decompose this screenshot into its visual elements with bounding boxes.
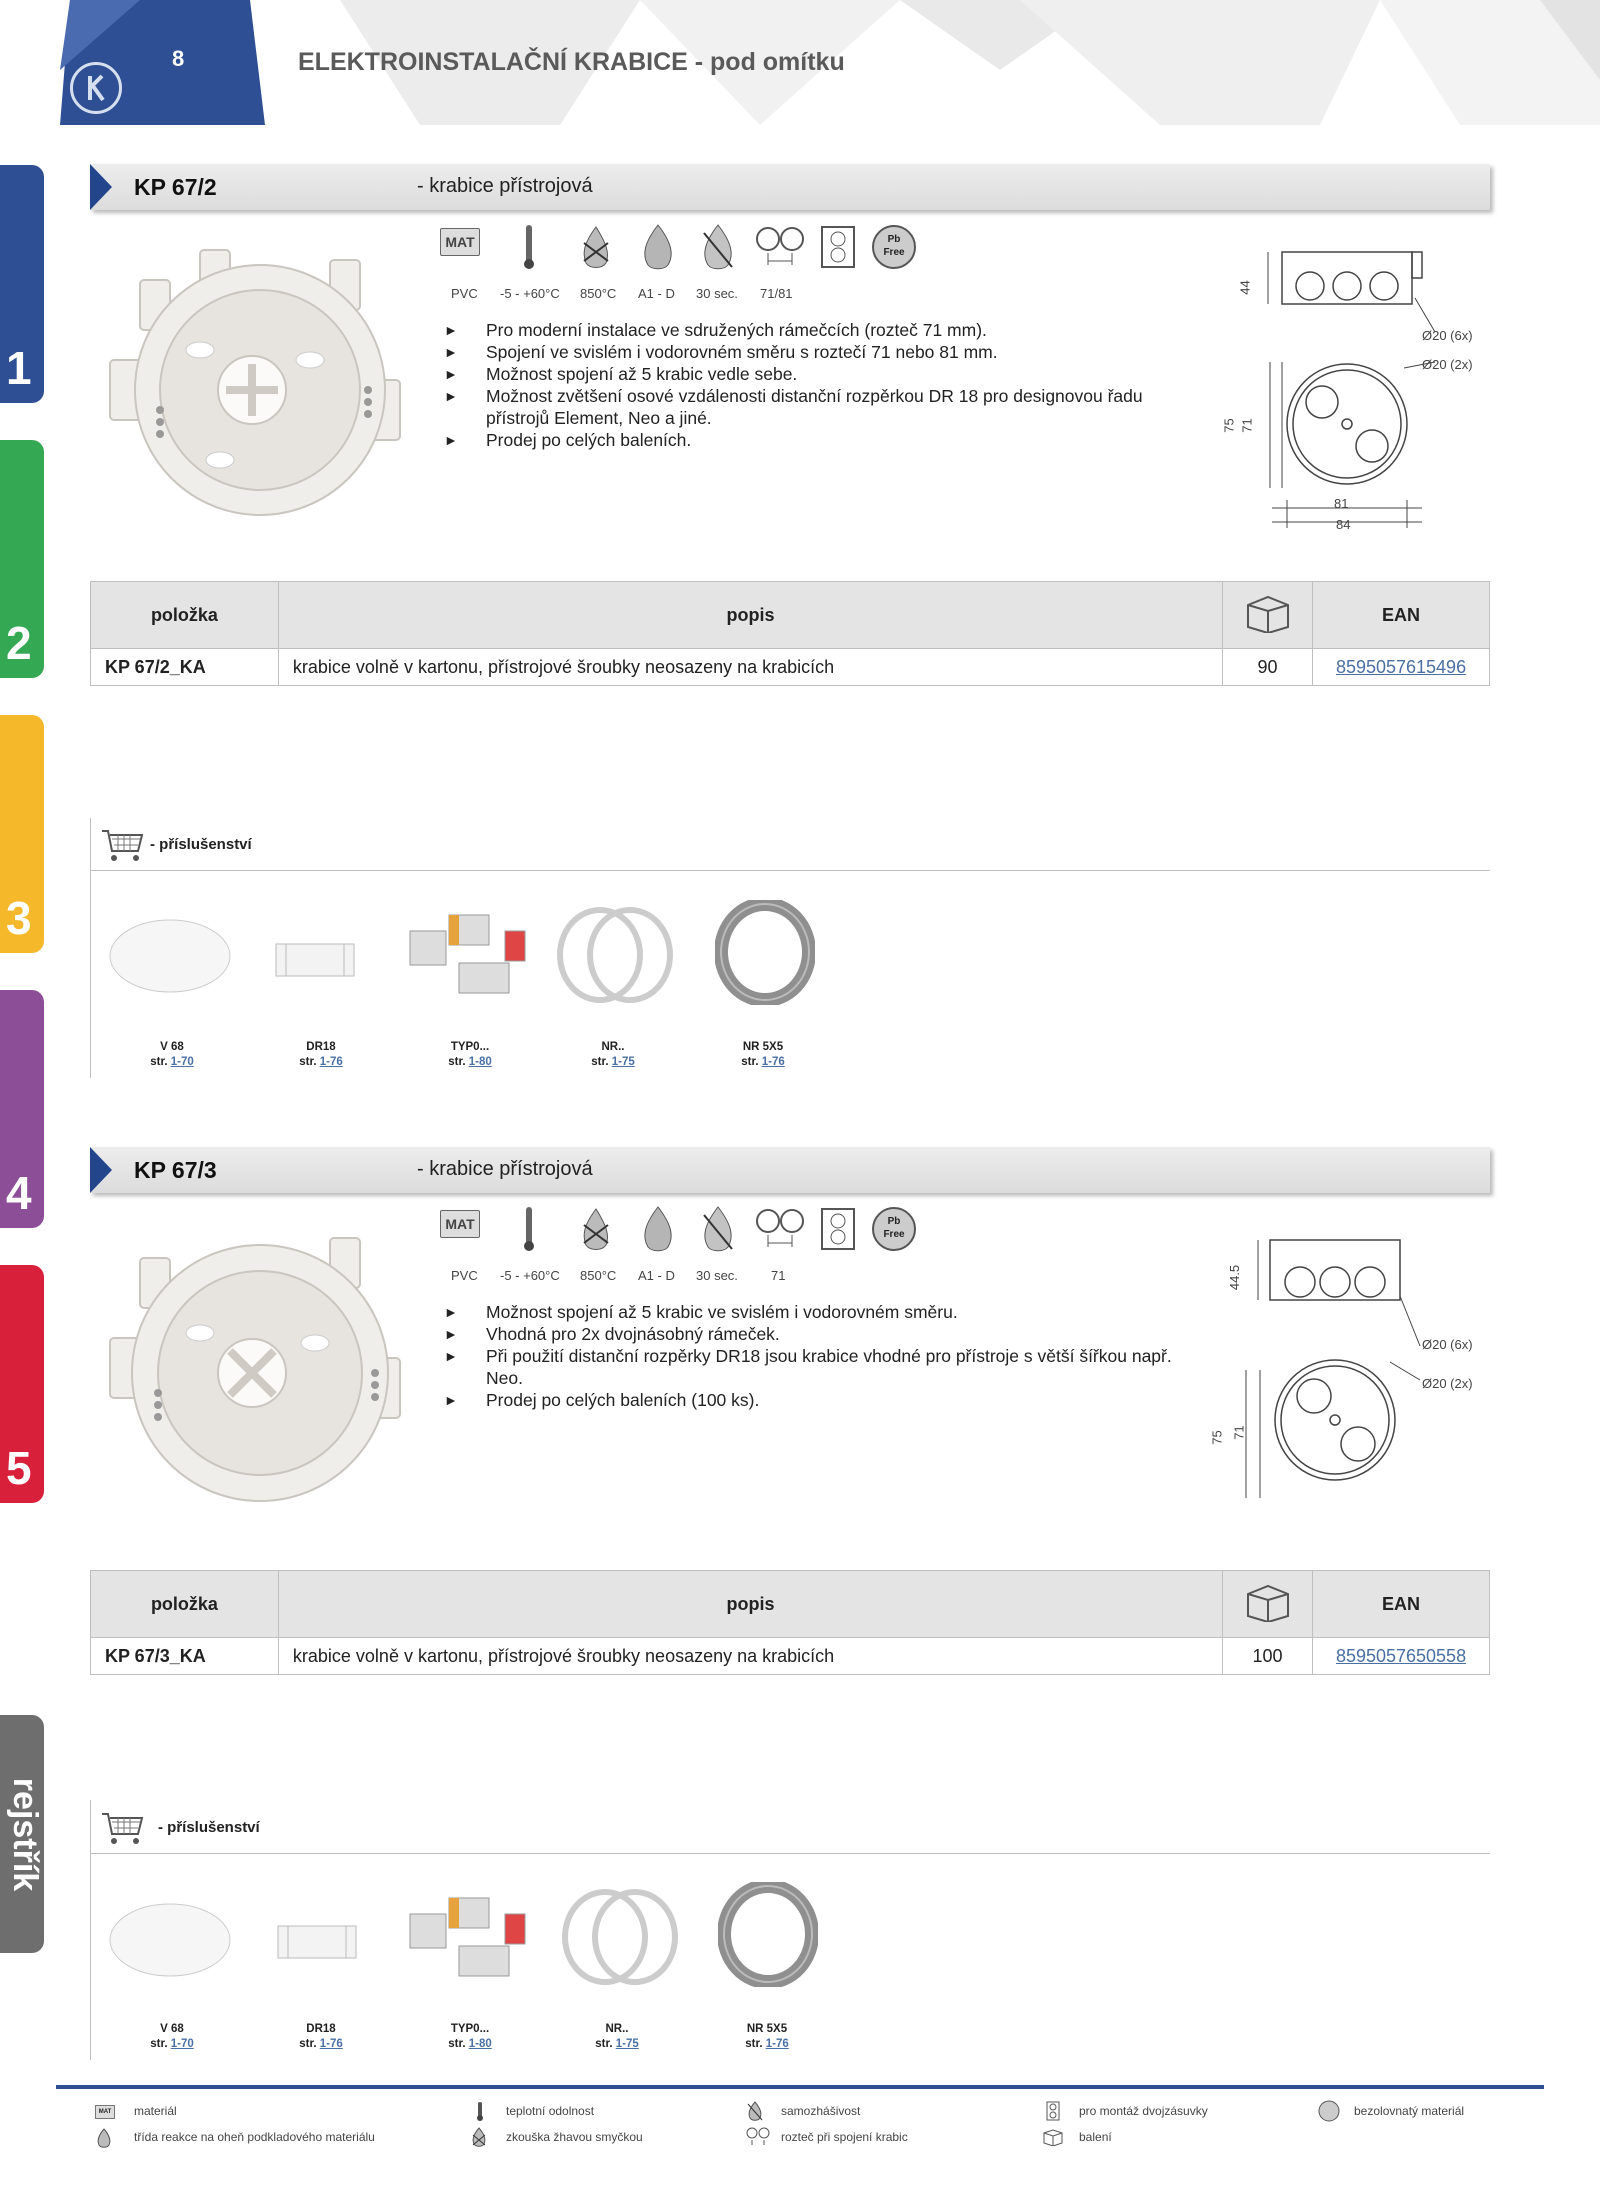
dim-hole-a: Ø20 (6x) bbox=[1422, 1337, 1473, 1352]
col-ean: EAN bbox=[1313, 1571, 1490, 1638]
accessory-page-prefix: str. bbox=[150, 1056, 168, 1068]
cell-item: KP 67/3_KA bbox=[91, 1638, 279, 1675]
dim-height-outer: 75 bbox=[1209, 1430, 1225, 1445]
material-icon-label: MAT bbox=[445, 1216, 475, 1232]
col-item: položka bbox=[91, 1571, 279, 1638]
spec-icons bbox=[440, 1205, 920, 1253]
footer-divider bbox=[56, 2085, 1544, 2089]
spec-extinguish: 30 sec. bbox=[696, 286, 738, 301]
accessories-title: - příslušenství bbox=[158, 1819, 260, 1836]
legend-material: materiál bbox=[134, 2104, 177, 2118]
glow-wire-icon bbox=[576, 1205, 616, 1253]
product-header bbox=[90, 164, 1490, 210]
box-icon bbox=[1244, 1582, 1292, 1622]
feature-item: ► Možnost spojení až 5 krabic vedle sebe. bbox=[444, 363, 1204, 385]
page-number: 8 bbox=[172, 46, 185, 71]
feature-item: ► Možnost zvětšení osové vzdálenosti distanční rozpěrkou DR 18 pro designovou řadu přístrojů Element, Neo a jiné. bbox=[444, 385, 1204, 429]
col-package bbox=[1223, 582, 1313, 649]
accessory-ring-image bbox=[555, 900, 675, 1010]
spec-material: PVC bbox=[451, 1268, 478, 1283]
table-row bbox=[91, 649, 1490, 686]
spec-fire-class: A1 - D bbox=[638, 286, 675, 301]
col-package bbox=[1223, 1571, 1313, 1638]
material-icon bbox=[440, 228, 480, 256]
feature-item: ► Prodej po celých baleních. bbox=[444, 429, 1204, 451]
table-row bbox=[91, 1638, 1490, 1675]
cart-icon bbox=[100, 827, 144, 863]
tab-4-label: 4 bbox=[6, 1167, 32, 1219]
lead-free-pb: Pb bbox=[887, 234, 901, 245]
accessory-page-prefix: str. bbox=[741, 1056, 759, 1068]
pitch-icon bbox=[754, 1205, 806, 1253]
accessory-page-link[interactable]: 1-76 bbox=[319, 2038, 343, 2050]
legend-material-icon bbox=[95, 2105, 115, 2119]
material-icon bbox=[440, 1210, 480, 1238]
thermometer-icon bbox=[522, 1205, 536, 1253]
material-icon-label: MAT bbox=[445, 234, 475, 250]
company-logo bbox=[70, 62, 122, 114]
accessory-item[interactable] bbox=[261, 2022, 381, 2052]
technical-drawing bbox=[1210, 1230, 1510, 1520]
thermometer-icon bbox=[522, 223, 536, 271]
accessory-terminal-image bbox=[405, 1888, 535, 1983]
lead-free-free: Free bbox=[883, 1229, 905, 1240]
col-description: popis bbox=[278, 582, 1222, 649]
spec-pitch: 71/81 bbox=[760, 286, 793, 301]
legend-lead-free-icon bbox=[1318, 2100, 1340, 2122]
dim-depth: 44 bbox=[1237, 280, 1253, 295]
product-photo bbox=[100, 1218, 420, 1518]
accessory-name: V 68 bbox=[160, 1041, 184, 1053]
legend-glow-wire-icon bbox=[470, 2127, 488, 2147]
accessory-cover-image bbox=[105, 916, 235, 996]
legend-box-icon bbox=[1042, 2128, 1064, 2146]
legend-lead-free: bezolovnatý materiál bbox=[1354, 2104, 1465, 2118]
accessory-name: NR 5X5 bbox=[746, 2023, 788, 2035]
col-ean: EAN bbox=[1313, 582, 1490, 649]
section-arrow-icon bbox=[90, 164, 112, 210]
dim-hole-a: Ø20 (6x) bbox=[1422, 328, 1473, 343]
glow-wire-icon bbox=[576, 223, 616, 271]
accessories-title: - příslušenství bbox=[150, 836, 252, 853]
self-extinguishing-icon bbox=[698, 1205, 738, 1253]
accessory-name: NR.. bbox=[601, 1041, 625, 1053]
legend-fire-class: třída reakce na oheň podkladového materiálu bbox=[134, 2130, 375, 2144]
accessory-page-link[interactable]: 1-76 bbox=[319, 1056, 343, 1068]
product-table bbox=[90, 581, 1490, 686]
legend-pitch-icon bbox=[746, 2126, 770, 2146]
accessory-page-prefix: str. bbox=[591, 1056, 609, 1068]
legend-material-icon-label: MAT bbox=[98, 2109, 112, 2115]
tab-1[interactable] bbox=[0, 165, 44, 403]
section-arrow-icon bbox=[90, 1147, 112, 1193]
accessory-item[interactable] bbox=[707, 2022, 827, 2052]
dim-height-inner: 71 bbox=[1231, 1425, 1247, 1440]
tab-5[interactable] bbox=[0, 1265, 44, 1503]
page-title: ELEKTROINSTALAČNÍ KRABICE - pod omítku bbox=[298, 48, 845, 76]
spec-glow-wire: 850°C bbox=[580, 286, 617, 301]
flame-class-icon bbox=[638, 223, 678, 271]
accessory-page-link[interactable]: 1-70 bbox=[170, 1056, 194, 1068]
accessory-page-link[interactable]: 1-76 bbox=[761, 1056, 785, 1068]
cell-qty: 90 bbox=[1223, 649, 1313, 686]
double-socket-icon bbox=[820, 1205, 856, 1253]
cell-description: krabice volně v kartonu, přístrojové šroubky neosazeny na krabicích bbox=[278, 649, 1222, 686]
tab-4[interactable] bbox=[0, 990, 44, 1228]
accessory-page-link[interactable]: 1-76 bbox=[765, 2038, 789, 2050]
spec-material: PVC bbox=[451, 286, 478, 301]
accessory-page-prefix: str. bbox=[448, 2038, 466, 2050]
legend-self-extinguishing: samozhášivost bbox=[781, 2104, 861, 2118]
feature-list bbox=[444, 1301, 1204, 1411]
product-description: - krabice přístrojová bbox=[417, 175, 593, 197]
spec-icons bbox=[440, 223, 920, 271]
pitch-icon bbox=[754, 223, 806, 271]
tab-3-label: 3 bbox=[6, 892, 32, 944]
legend-double-socket: pro montáž dvojzásuvky bbox=[1079, 2104, 1208, 2118]
self-extinguishing-icon bbox=[698, 223, 738, 271]
spec-temperature: -5 - +60°C bbox=[500, 286, 560, 301]
accessory-page-prefix: str. bbox=[448, 1056, 466, 1068]
accessory-item[interactable] bbox=[703, 1040, 823, 1070]
accessory-item[interactable] bbox=[410, 1040, 530, 1070]
accessory-extension-ring-image bbox=[718, 1882, 818, 1987]
feature-item: ► Spojení ve svislém i vodorovném směru s roztečí 71 nebo 81 mm. bbox=[444, 341, 1204, 363]
legend-glow-wire: zkouška žhavou smyčkou bbox=[506, 2130, 643, 2144]
accessory-page-link[interactable]: 1-75 bbox=[615, 2038, 639, 2050]
tab-5-label: 5 bbox=[6, 1442, 32, 1494]
tab-2-label: 2 bbox=[6, 617, 32, 669]
accessory-cover-image bbox=[105, 1900, 235, 1980]
accessory-item[interactable] bbox=[553, 1040, 673, 1070]
legend-double-socket-icon bbox=[1046, 2101, 1060, 2121]
lead-free-icon bbox=[872, 225, 916, 269]
cart-icon bbox=[100, 1810, 144, 1846]
dim-width-inner: 81 bbox=[1334, 496, 1349, 511]
accessory-page-link[interactable]: 1-80 bbox=[468, 2038, 492, 2050]
dim-height-outer: 75 bbox=[1221, 418, 1237, 433]
feature-item: ► Možnost spojení až 5 krabic ve svislém i vodorovném směru. bbox=[444, 1301, 1204, 1323]
accessories-divider bbox=[90, 870, 1490, 871]
tab-3[interactable] bbox=[0, 715, 44, 953]
spec-glow-wire: 850°C bbox=[580, 1268, 617, 1283]
accessory-name: DR18 bbox=[306, 1041, 336, 1053]
tab-2[interactable] bbox=[0, 440, 44, 678]
accessory-name: NR.. bbox=[605, 2023, 629, 2035]
accessory-page-link[interactable]: 1-70 bbox=[170, 2038, 194, 2050]
legend-flame-icon bbox=[96, 2128, 112, 2148]
accessory-name: V 68 bbox=[160, 2023, 184, 2035]
accessory-name: TYP0... bbox=[450, 2023, 490, 2035]
feature-item: ► Vhodná pro 2x dvojnásobný rámeček. bbox=[444, 1323, 1204, 1345]
accessory-name: NR 5X5 bbox=[742, 1041, 784, 1053]
col-description: popis bbox=[278, 1571, 1222, 1638]
accessory-item[interactable] bbox=[557, 2022, 677, 2052]
accessory-item[interactable] bbox=[410, 2022, 530, 2052]
lead-free-pb: Pb bbox=[887, 1216, 901, 1227]
legend-pitch: rozteč při spojení krabic bbox=[781, 2130, 908, 2144]
accessory-item[interactable] bbox=[112, 1040, 232, 1070]
ean-link[interactable]: 8595057650558 bbox=[1335, 1645, 1467, 1666]
spec-extinguish: 30 sec. bbox=[696, 1268, 738, 1283]
product-code: KP 67/3 bbox=[134, 1157, 217, 1183]
product-photo bbox=[100, 240, 420, 530]
lead-free-free: Free bbox=[883, 247, 905, 258]
spec-pitch: 71 bbox=[771, 1268, 786, 1283]
accessory-page-prefix: str. bbox=[299, 1056, 317, 1068]
technical-drawing bbox=[1210, 238, 1510, 538]
accessory-page-link[interactable]: 1-80 bbox=[468, 1056, 492, 1068]
accessory-ring-image bbox=[560, 1882, 680, 1992]
feature-list bbox=[444, 319, 1204, 451]
legend-thermometer-icon bbox=[476, 2101, 484, 2121]
accessory-page-link[interactable]: 1-75 bbox=[611, 1056, 635, 1068]
dim-hole-b: Ø20 (2x) bbox=[1422, 357, 1473, 372]
accessory-page-prefix: str. bbox=[595, 2038, 613, 2050]
col-item: položka bbox=[91, 582, 279, 649]
dim-hole-b: Ø20 (2x) bbox=[1422, 1376, 1473, 1391]
accessory-item[interactable] bbox=[112, 2022, 232, 2052]
dim-width-outer: 84 bbox=[1336, 517, 1351, 532]
accessory-item[interactable] bbox=[261, 1040, 381, 1070]
cell-qty: 100 bbox=[1223, 1638, 1313, 1675]
cell-item: KP 67/2_KA bbox=[91, 649, 279, 686]
legend-self-extinguishing-icon bbox=[746, 2101, 764, 2121]
accessories-divider-v bbox=[90, 1800, 91, 2060]
accessory-page-prefix: str. bbox=[299, 2038, 317, 2050]
double-socket-icon bbox=[820, 223, 856, 271]
tab-index-label: rejstřík bbox=[6, 1777, 45, 1892]
product-code: KP 67/2 bbox=[134, 174, 217, 200]
feature-item: ► Při použití distanční rozpěrky DR18 jsou krabice vhodné pro přístroje s větší šířkou např. Neo. bbox=[444, 1345, 1204, 1389]
spec-fire-class: A1 - D bbox=[638, 1268, 675, 1283]
box-icon bbox=[1244, 593, 1292, 633]
dim-height-inner: 71 bbox=[1239, 418, 1255, 433]
product-description: - krabice přístrojová bbox=[417, 1158, 593, 1180]
accessories-divider-v bbox=[90, 818, 91, 1078]
accessory-page-prefix: str. bbox=[150, 2038, 168, 2050]
accessory-name: DR18 bbox=[306, 2023, 336, 2035]
accessory-terminal-image bbox=[405, 905, 535, 1000]
flame-class-icon bbox=[638, 1205, 678, 1253]
lead-free-icon bbox=[872, 1207, 916, 1251]
feature-item: ► Pro moderní instalace ve sdružených rámečcích (rozteč 71 mm). bbox=[444, 319, 1204, 341]
legend-temperature: teplotní odolnost bbox=[506, 2104, 595, 2118]
cell-description: krabice volně v kartonu, přístrojové šroubky neosazeny na krabicích bbox=[278, 1638, 1222, 1675]
feature-item: ► Prodej po celých baleních (100 ks). bbox=[444, 1389, 1204, 1411]
accessories-divider bbox=[90, 1853, 1490, 1854]
accessory-name: TYP0... bbox=[450, 1041, 490, 1053]
accessory-spacer-image bbox=[272, 1912, 362, 1972]
tab-1-label: 1 bbox=[6, 342, 32, 394]
accessory-spacer-image bbox=[270, 930, 360, 990]
ean-link[interactable]: 8595057615496 bbox=[1335, 656, 1467, 677]
product-table bbox=[90, 1570, 1490, 1675]
accessory-page-prefix: str. bbox=[745, 2038, 763, 2050]
product-header bbox=[90, 1147, 1490, 1193]
dim-depth: 44.5 bbox=[1227, 1264, 1243, 1291]
tab-index[interactable] bbox=[0, 1715, 44, 1953]
spec-temperature: -5 - +60°C bbox=[500, 1268, 560, 1283]
legend-package: balení bbox=[1079, 2130, 1112, 2144]
accessory-extension-ring-image bbox=[715, 900, 815, 1005]
